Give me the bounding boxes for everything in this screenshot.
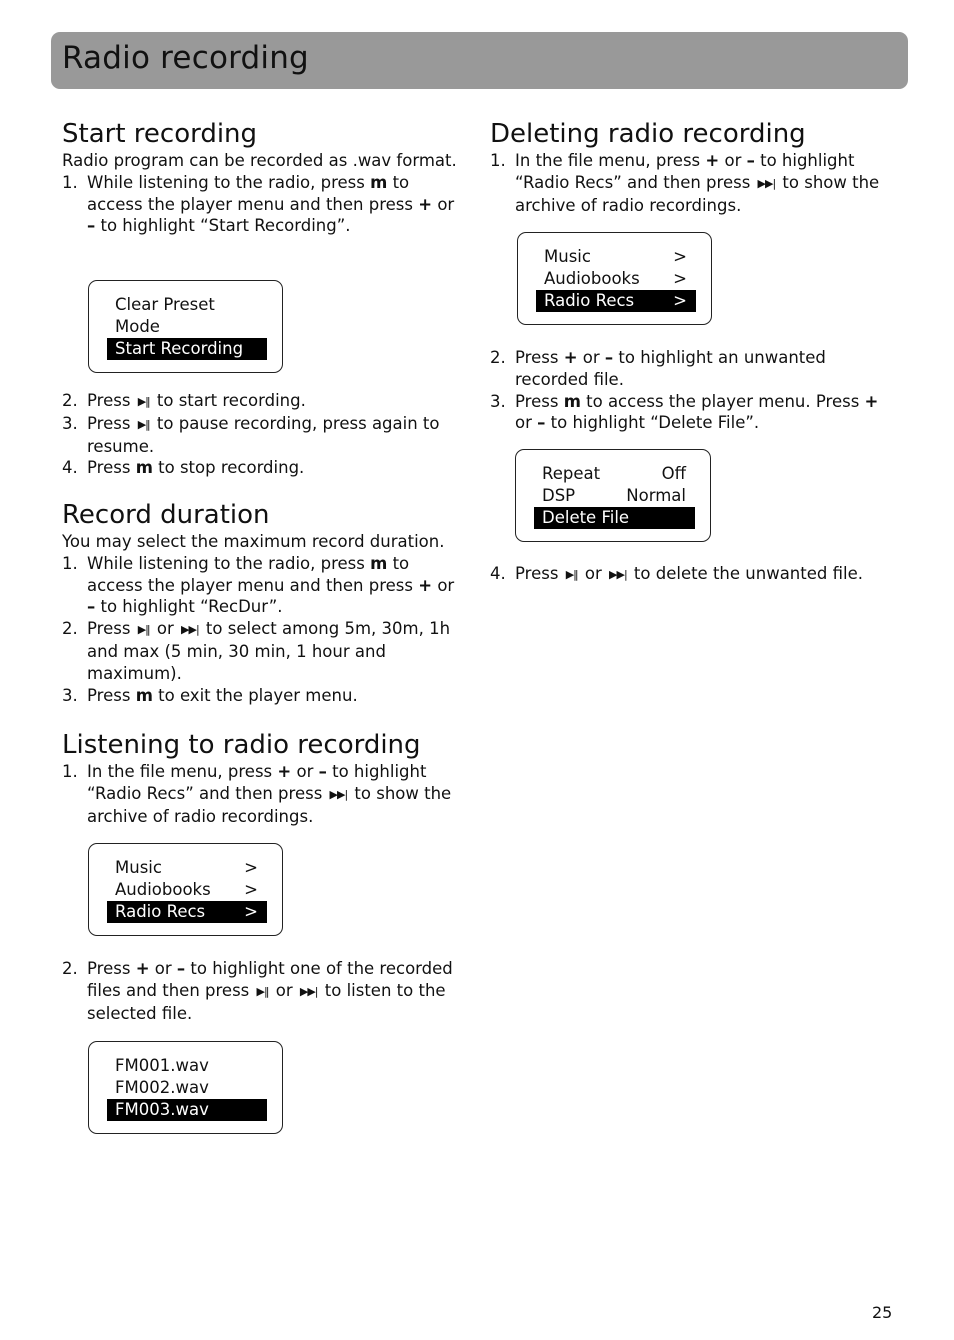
start-recording-section: [62, 118, 467, 237]
step-item: 4. Press m to stop recording.: [62, 458, 305, 478]
step-item: 3. Press m to exit the player menu.: [62, 685, 358, 705]
step-item: 2. Press + or – to highlight an unwanted recorded file.: [490, 348, 826, 389]
steps-list: [62, 172, 467, 237]
section-title: Start recording: [62, 119, 258, 149]
play-pause-icon: ▶‖: [137, 395, 150, 408]
step-item: 2. Press + or – to highlight one of the recorded files and then press ▶‖ or ▶▶| to listen to the selected file.: [62, 959, 453, 1023]
deleting-steps-cont: [490, 347, 890, 434]
listening-steps-cont: [62, 958, 467, 1024]
record-duration-section: [62, 499, 467, 706]
lcd-screen-delete-file: [515, 449, 711, 542]
start-recording-steps-cont: [62, 390, 467, 479]
section-title: Record duration: [62, 500, 270, 530]
intro-text: You may select the maximum record duration.: [62, 532, 445, 551]
page-title: Radio recording: [62, 40, 309, 76]
play-pause-icon: ▶‖: [137, 417, 150, 431]
skip-forward-icon: ▶▶|: [329, 787, 348, 801]
lcd-row: Music >: [115, 858, 258, 877]
lcd-screen-file-list: [88, 1041, 283, 1134]
lcd-row-selected: FM003.wav: [107, 1099, 267, 1121]
lcd-screen-listening-menu: [88, 843, 283, 936]
step-item: 1. In the file menu, press + or – to highlight “Radio Recs” and then press ▶▶| to show the archive of radio recordings.: [490, 151, 880, 215]
lcd-row: Mode: [115, 317, 160, 336]
skip-forward-icon: ▶▶|: [299, 984, 318, 998]
lcd-row-selected: Radio Recs >: [107, 901, 267, 923]
section-title: Deleting radio recording: [490, 119, 806, 149]
lcd-row: Repeat Off: [542, 464, 686, 483]
step-item: 2. Press ▶‖ or ▶▶| to select among 5m, 30m, 1h and max (5 min, 30 min, 1 hour and maximum).: [62, 619, 451, 683]
lcd-row: Music >: [544, 247, 687, 266]
lcd-row: Clear Preset: [115, 295, 215, 314]
play-pause-icon: ▶‖: [565, 568, 578, 581]
intro-text: Radio program can be recorded as .wav format.: [62, 151, 457, 170]
lcd-row: Audiobooks >: [115, 880, 258, 899]
section-title: Listening to radio recording: [62, 730, 421, 760]
play-pause-icon: ▶‖: [256, 984, 269, 998]
skip-forward-icon: ▶▶|: [757, 176, 776, 190]
step-item: 4. Press ▶‖ or ▶▶| to delete the unwanted file.: [490, 563, 900, 586]
lcd-row: FM001.wav: [115, 1056, 209, 1075]
skip-forward-icon: ▶▶|: [609, 568, 627, 581]
lcd-row: DSP Normal: [542, 486, 686, 505]
lcd-row-selected: Start Recording: [107, 338, 267, 360]
step-item: 1. In the file menu, press + or – to highlight “Radio Recs” and then press ▶▶| to show the archive of radio recordings.: [62, 762, 452, 826]
step-item: 3. Press m to access the player menu. Press + or – to highlight “Delete File”.: [490, 391, 879, 433]
listening-section: [62, 729, 467, 827]
step-item: 1. While listening to the radio, press m to access the player menu and then press + or – to highlight “Start Recording”.: [62, 172, 455, 236]
lcd-screen-start-recording: [88, 280, 283, 373]
step-item: 1. While listening to the radio, press m to access the player menu and then press + or – to highlight “RecDur”.: [62, 553, 455, 617]
page-number: 25: [872, 1303, 893, 1322]
step-item: 2. Press ▶‖ to start recording.: [62, 390, 467, 413]
lcd-row-selected: Radio Recs >: [536, 290, 696, 312]
play-pause-icon: ▶‖: [137, 623, 150, 637]
header-banner: [51, 32, 908, 89]
lcd-row-selected: Delete File: [534, 507, 695, 529]
lcd-row: FM002.wav: [115, 1078, 209, 1097]
deleting-step-4: [490, 563, 900, 586]
skip-forward-icon: ▶▶|: [181, 623, 199, 637]
deleting-section: [490, 118, 890, 216]
lcd-screen-delete-menu: [517, 232, 712, 325]
lcd-row: Audiobooks >: [544, 269, 687, 288]
step-item: 3. Press ▶‖ to pause recording, press again to resume.: [62, 413, 440, 456]
